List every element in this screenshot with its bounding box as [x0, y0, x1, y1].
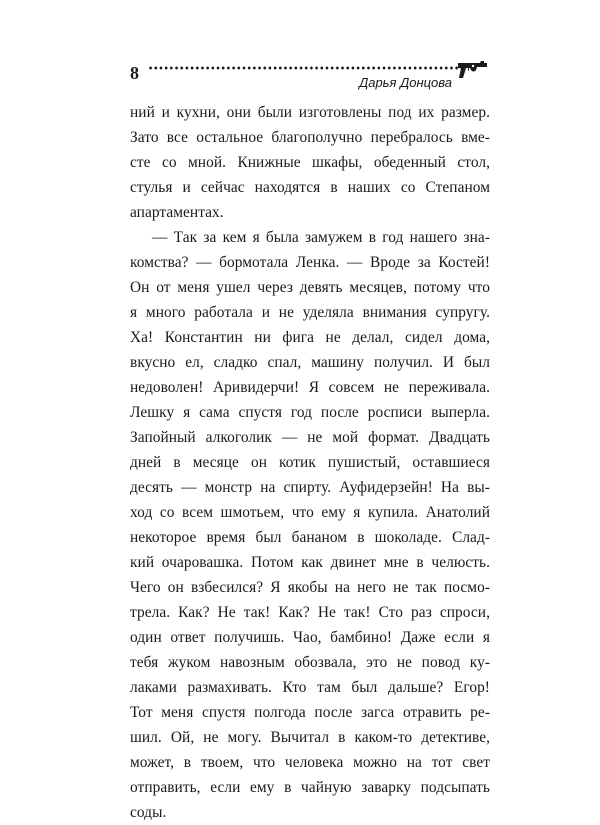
running-header-author: Дарья Донцова — [359, 75, 452, 90]
body-text — [130, 100, 490, 825]
text-line: дней в месяце он котик пушистый, оставшиеся — [130, 454, 490, 471]
text-line: десять — монстр на спирту. Ауфидерзейн! На вы- — [130, 479, 490, 496]
text-line: отправить, если ему в чайную заварку подсыпать — [130, 779, 490, 796]
dotted-rule — [148, 66, 466, 70]
text-line: апартаментах. — [130, 204, 224, 221]
text-line: Зато все остальное благополучно перебралось вме- — [130, 129, 490, 146]
text-line: стулья и сейчас находятся в наших со Степаном — [130, 179, 490, 196]
text-line: шил. Ой, не могу. Вычитал в каком-то детективе, — [130, 729, 490, 746]
text-line: Чего он взбесился? Я якобы на него не так посмо- — [130, 579, 490, 596]
text-line: Запойный алкоголик — не мой формат. Двадцать — [130, 429, 490, 446]
text-line: Он от меня ушел через девять месяцев, потому что — [130, 279, 490, 296]
text-line: — Так за кем я была замужем в год нашего зна- — [152, 229, 490, 246]
text-line: ний и кухни, они были изготовлены под их размер. — [130, 104, 490, 121]
text-line: недоволен! Аривидерчи! Я совсем не переживала. — [130, 379, 490, 396]
text-line: тебя жуком навозным обозвала, это не повод ку- — [130, 654, 490, 671]
text-line: Ха! Константин ни фига не делал, сидел дома, — [130, 329, 490, 346]
text-line: трела. Как? Не так! Как? Не так! Сто раз спроси, — [130, 604, 490, 621]
running-header — [130, 58, 490, 88]
text-line: может, в твоем, что человека можно на тот свет — [130, 754, 490, 771]
page-number: 8 — [130, 63, 139, 83]
text-line: один ответ получишь. Чао, бамбино! Даже если я — [130, 629, 490, 646]
text-line: сте со мной. Книжные шкафы, обеденный стол, — [130, 154, 490, 171]
text-line: ход со всем шмотьем, что ему я купила. Анатолий — [130, 504, 490, 521]
text-line: комства? — бормотала Ленка. — Вроде за Костей! — [130, 254, 490, 271]
text-line: кий очаровашка. Потом как двинет мне в челюсть. — [130, 554, 490, 571]
text-line: некоторое время был бананом в шоколаде. Слад- — [130, 529, 490, 546]
text-line: вкусно ел, сладко спал, машину получил. И был — [130, 354, 490, 371]
revolver-icon — [456, 58, 490, 82]
text-line: лаками размахивать. Кто там был дальше? Егор! — [130, 679, 490, 696]
text-line: соды. — [130, 804, 167, 821]
text-line: я много работала и не уделяла внимания супругу. — [130, 304, 490, 321]
text-line: Тот меня спустя полгода после загса отравить ре- — [130, 704, 490, 721]
text-line: Лешку я сама спустя год после росписи выперла. — [130, 404, 490, 421]
